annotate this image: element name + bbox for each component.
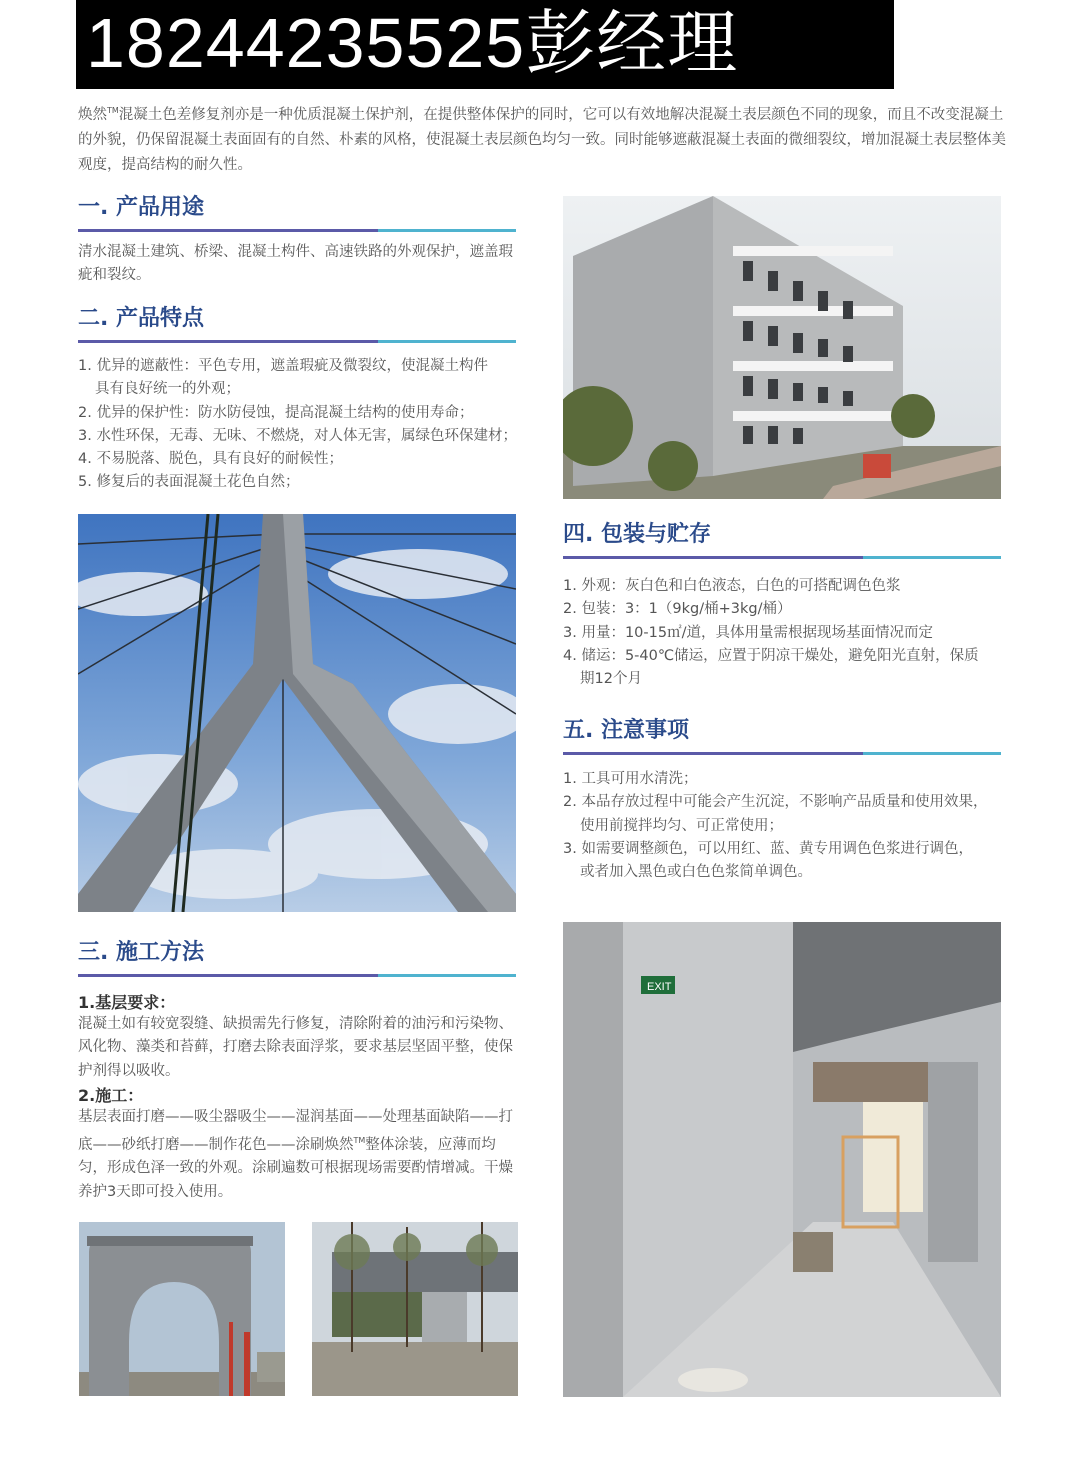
list-item: 使用前搅拌均匀、可正常使用；	[580, 817, 783, 834]
trademark-mark: TM	[107, 106, 119, 115]
section-5-list	[563, 768, 1011, 884]
arch-photo	[79, 1222, 285, 1396]
section-2-rule	[78, 340, 516, 343]
phone-banner: 18244235525彭经理	[76, 0, 894, 89]
list-item: 4. 储运：5-40℃储运，应置于阴凉干燥处，避免阳光直射，保质	[563, 647, 979, 664]
interior-photo	[563, 922, 1001, 1397]
section-3-title: 三. 施工方法	[78, 940, 205, 965]
list-item: 或者加入黑色或白色色浆简单调色。	[580, 864, 812, 881]
subsection-base-title: 1.基层要求：	[78, 993, 176, 1012]
list-item: 3. 用量：10-15㎡/道，具体用量需根据现场基面情况而定	[563, 624, 933, 641]
section-5-title: 五. 注意事项	[563, 718, 690, 743]
section-2-list	[78, 355, 526, 495]
gate-photo	[312, 1222, 518, 1396]
list-item: 1. 优异的遮蔽性：平色专用，遮盖瑕疵及微裂纹，使混凝土构件	[78, 358, 488, 374]
section-4-list	[563, 575, 1008, 691]
section-4-title: 四. 包装与贮存	[563, 522, 712, 547]
list-item: 2. 包装：3：1（9kg/桶+3kg/桶）	[563, 601, 792, 618]
list-item: 1. 工具可用水清洗；	[563, 771, 698, 787]
list-item: 5. 修复后的表面混凝土花色自然；	[78, 474, 300, 491]
section-2-title: 二. 产品特点	[78, 306, 205, 331]
list-item: 2. 本品存放过程中可能会产生沉淀，不影响产品质量和使用效果，	[563, 794, 988, 811]
intro-paragraph	[78, 98, 1008, 178]
subsection-base-body: 混凝土如有较宽裂缝、缺损需先行修复，清除附着的油污和污染物、风化物、藻类和苔藓，打磨去除表面浮浆，要求基层坚固平整，使保护剂得以吸收。	[78, 1016, 513, 1079]
brand-name: 焕然	[78, 106, 107, 123]
list-item: 2. 优异的保护性：防水防侵蚀，提高混凝土结构的使用寿命；	[78, 404, 474, 421]
list-item: 3. 水性环保，无毒、无味、不燃烧，对人体无害，属绿色环保建材；	[78, 427, 517, 444]
exit-sign-text: EXIT	[647, 981, 672, 993]
list-item: 具有良好统一的外观；	[95, 381, 240, 398]
subsection-construction-title: 2.施工：	[78, 1085, 144, 1105]
section-1-title: 一. 产品用途	[78, 195, 205, 220]
bridge-photo	[78, 514, 516, 912]
list-item: 4. 不易脱落、脱色，具有良好的耐候性；	[78, 451, 343, 468]
building-photo	[563, 196, 1001, 499]
section-5-rule	[563, 752, 1001, 755]
section-1-rule	[78, 229, 516, 232]
construction-text-part2: 整体涂装，应薄而均匀，形成色泽一致的外观。涂刷遍数可根据现场需要酌情增减。干燥养护3天即可投入使用。	[78, 1137, 513, 1200]
list-item: 3. 如需要调整颜色，可以用红、蓝、黄专用调色色浆进行调色，	[563, 840, 973, 857]
section-1-body: 清水混凝土建筑、桥梁、混凝土构件、高速铁路的外观保护，遮盖瑕疵和裂纹。	[78, 244, 513, 284]
intro-text: 混凝土色差修复剂亦是一种优质混凝土保护剂，在提供整体保护的同时，它可以有效地解决混凝土表层颜色不同的现象，而且不改变混凝土的外貌，仍保留混凝土表面固有的自然、朴素的风格，使混凝土表层颜色均匀一致。同时能够遮蔽混凝土表面的微细裂纹，增加混凝土表层整体美观度，提高结构的耐久性。	[78, 106, 1006, 173]
subsection-construction-body	[78, 1106, 520, 1204]
list-item: 1. 外观：灰白色和白色液态，白色的可搭配调色色浆	[563, 578, 901, 594]
list-item: 期12个月	[580, 671, 642, 688]
section-3-content	[78, 990, 520, 1204]
trademark-mark: TM	[353, 1136, 366, 1146]
section-3-rule	[78, 974, 516, 977]
section-4-rule	[563, 556, 1001, 559]
construction-text-part1: 基层表面打磨——吸尘器吸尘——湿润基面——处理基面缺陷——打底——砂纸打磨——制作花色——涂刷焕然	[78, 1108, 513, 1154]
